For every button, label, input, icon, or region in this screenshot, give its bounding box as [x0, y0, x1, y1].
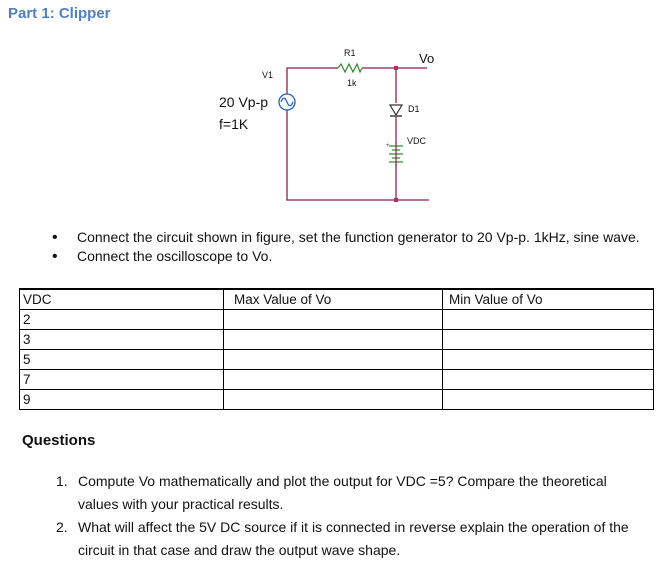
v1-name-label: V1 [262, 70, 274, 80]
question-number: 1. [56, 473, 68, 489]
r1-value-label: 1k [347, 78, 357, 88]
table-row [20, 330, 654, 350]
instruction-item: • Connect the oscilloscope to Vo. [58, 247, 648, 266]
table-row [20, 370, 654, 390]
r1-name-label: R1 [344, 48, 356, 58]
table-row [20, 390, 654, 410]
source-frequency-label: f=1K [219, 116, 249, 132]
max-vo-cell[interactable] [224, 350, 443, 370]
section-title: Part 1: Clipper [8, 5, 111, 22]
vo-label: Vo [419, 51, 435, 66]
vdc-cell: 9 [20, 390, 224, 410]
ac-source-v1 [279, 94, 295, 110]
node-dot-ground [394, 198, 398, 202]
instruction-item: • Connect the circuit shown in figure, set the function generator to 20 Vp-p. 1kHz, sine wave. [58, 228, 648, 247]
table-header-row [20, 289, 654, 310]
min-vo-cell[interactable] [443, 350, 654, 370]
header-min-vo: Min Value of Vo [443, 289, 654, 310]
questions-list [56, 470, 646, 562]
questions-heading: Questions [22, 432, 96, 449]
min-vo-cell[interactable] [443, 390, 654, 410]
question-item [56, 516, 646, 562]
vdc-cell: 3 [20, 330, 224, 350]
max-vo-cell[interactable] [224, 390, 443, 410]
node-dot-vo [394, 66, 398, 70]
instruction-list [58, 228, 648, 266]
max-vo-cell[interactable] [224, 330, 443, 350]
max-vo-cell[interactable] [224, 310, 443, 330]
question-item [56, 470, 646, 516]
vdc-plus-sign: + [386, 143, 390, 149]
table-row [20, 350, 654, 370]
d1-name-label: D1 [408, 104, 420, 114]
header-vdc: VDC [20, 289, 224, 310]
vdc-cell: 5 [20, 350, 224, 370]
measurement-table [19, 288, 654, 410]
min-vo-cell[interactable] [443, 310, 654, 330]
vdc-name-label: VDC [407, 136, 427, 146]
question-text: Compute Vo mathematically and plot the output for VDC =5? Compare the theoretical values with your practical results. [78, 473, 607, 512]
source-amplitude-label: 20 Vp-p [219, 94, 269, 110]
question-text: What will affect the 5V DC source if it is connected in reverse explain the operation of the circuit in that case and draw the output wave shape. [78, 519, 629, 558]
header-max-vo: Max Value of Vo [224, 289, 443, 310]
max-vo-cell[interactable] [224, 370, 443, 390]
min-vo-cell[interactable] [443, 370, 654, 390]
resistor-r1 [338, 64, 362, 72]
circuit-wires [287, 68, 429, 200]
table-row [20, 310, 654, 330]
question-number: 2. [56, 519, 68, 535]
diode-d1 [390, 105, 402, 116]
min-vo-cell[interactable] [443, 330, 654, 350]
vdc-cell: 2 [20, 310, 224, 330]
dc-source-vdc [389, 143, 403, 165]
vdc-cell: 7 [20, 370, 224, 390]
clipper-circuit-diagram [0, 0, 661, 225]
